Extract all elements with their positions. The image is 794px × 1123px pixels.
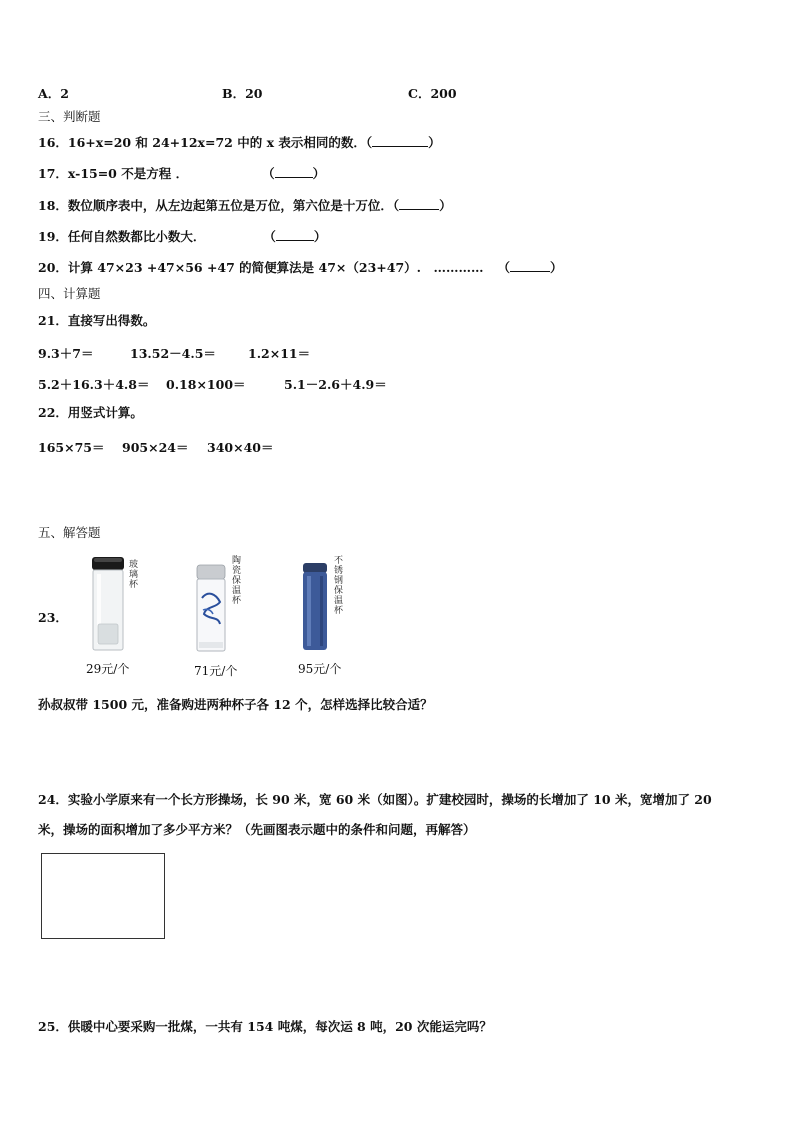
question-24-line2: 米，操场的面积增加了多少平方米？（先画图表示题中的条件和问题，再解答） [38,822,476,837]
question-25-text: 25．供暖中心要采购一批煤，一共有 154 吨煤，每次运 8 吨，20 次能运完吗？ [38,1019,492,1034]
answer-blank[interactable] [372,135,428,147]
calc-item: 0.18×100＝ [166,377,246,392]
question-16-text: 16．16+x=20 和 24+12x=72 中的 x 表示相同的数．（ [38,135,373,150]
question-16 [38,135,441,151]
question-18-text: 18．数位顺序表中，从左边起第五位是万位，第六位是十万位．（ [38,198,400,213]
ceramic-cup-image [194,564,228,652]
question-23-number: 23． [38,610,68,625]
ceramic-cup-price: 71元/个 [194,664,238,678]
question-19 [38,229,326,245]
question-17-close: ） [312,166,326,181]
question-20-text: 20．计算 47×23 +47×56 +47 的简便算法是 47×（23+47）. ………… [38,260,484,275]
option-c: C．200 [408,86,457,101]
glass-cup-image [88,556,128,652]
question-17-open: （ [262,166,275,181]
question-20-open: （ [497,260,511,275]
question-18-close: ） [439,198,452,213]
calc-item: 13.52－4.5＝ [130,346,216,361]
calc-item: 5.1－2.6＋4.9＝ [284,377,387,392]
steel-cup-label: 不锈钢保温杯 [334,556,344,616]
playground-rectangle [41,853,165,939]
calc-item: 1.2×11＝ [248,346,311,361]
question-18 [38,198,452,214]
glass-cup-price: 29元/个 [86,662,130,676]
section-3-title: 三、判断题 [38,109,101,124]
question-20-close: ） [550,260,563,275]
steel-cup-image [300,562,330,652]
answer-blank[interactable] [275,166,313,178]
calc-item: 5.2＋16.3＋4.8＝ [38,377,150,392]
vertical-calc-item: 165×75＝ [38,440,105,455]
glass-cup-label: 玻璃杯 [129,560,139,590]
answer-blank[interactable] [276,229,314,241]
question-24-line1: 24．实验小学原来有一个长方形操场，长 90 米，宽 60 米（如图）。扩建校园时，操场的长增加了 10 米，宽增加了 20 [38,792,712,807]
question-19-text: 19．任何自然数都比小数大． [38,229,206,244]
ceramic-cup-label: 陶瓷保温杯 [232,556,242,606]
question-20 [38,260,563,276]
answer-blank[interactable] [399,198,439,210]
option-a: A．2 [38,86,69,101]
section-4-title: 四、计算题 [38,286,101,301]
question-22-title: 22．用竖式计算。 [38,405,143,420]
question-23-text: 孙叔叔带 1500 元，准备购进两种杯子各 12 个，怎样选择比较合适？ [38,697,433,712]
section-5-title: 五、解答题 [38,525,101,540]
steel-cup-price: 95元/个 [298,662,342,676]
question-17-text: 17．x-15=0 不是方程 ． [38,166,189,181]
question-19-close: ） [313,229,327,244]
question-16-close: ） [428,135,441,150]
question-21-title: 21．直接写出得数。 [38,313,156,328]
question-19-open: （ [263,229,276,244]
calc-item: 9.3＋7＝ [38,346,94,361]
vertical-calc-item: 905×24＝ [122,440,189,455]
option-b: B．20 [222,86,263,101]
vertical-calc-item: 340×40＝ [207,440,274,455]
question-17 [38,166,325,182]
answer-blank[interactable] [510,260,550,272]
